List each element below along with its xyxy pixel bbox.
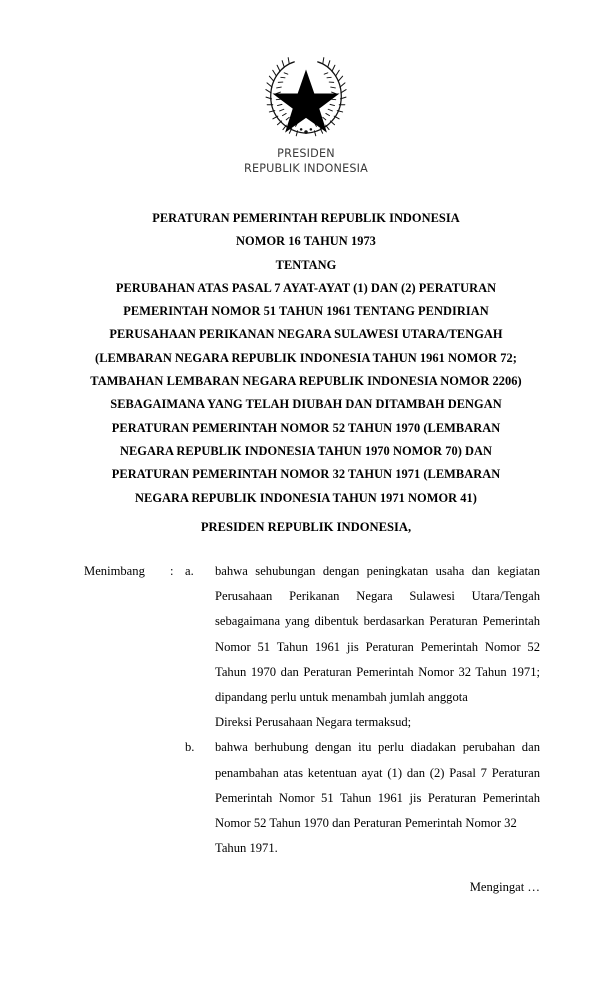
title-line-12: PERATURAN PEMERINTAH NOMOR 32 TAHUN 1971 (LEMBARAN [111,467,501,482]
document-title [80,207,532,510]
considerans-text-b-lastline: Tahun 1971. [215,841,278,856]
considerans-marker-b: b. [185,740,195,755]
considerans-text-a-lastline: Direksi Perusahaan Negara termaksud; [215,715,412,730]
considerans-label: Menimbang [84,564,145,578]
emblem-caption-line2: REPUBLIK INDONESIA [243,161,369,175]
page-catchword: Mengingat … [469,880,540,894]
considerans-item-b [84,735,540,861]
considerans-text-b-body: bahwa berhubung dengan itu perlu diadakan perubahan dan penambahan atas ketentuan ayat (1) dan (2) Pasal 7 Peraturan Pemerintah Nomor 51 Tahun 1961 jis Peraturan Pemerintah Nomor 52 Tahun 1970 dan Peraturan Pemerintah Nomor 32 [215,740,540,831]
title-line-10: PERATURAN PEMERINTAH NOMOR 52 TAHUN 1970 (LEMBARAN [111,420,501,435]
title-line-1: PERATURAN PEMERINTAH REPUBLIK INDONESIA [152,211,460,225]
considerans-marker-a: a. [185,564,194,578]
emblem-block [0,56,612,176]
title-line-9: SEBAGAIMANA YANG TELAH DIUBAH DAN DITAMBAH DENGAN [110,397,502,412]
considerans-colon: : [170,564,174,578]
title-line-5: PEMERINTAH NOMOR 51 TAHUN 1961 TENTANG PENDIRIAN [123,304,489,319]
title-line-13: NEGARA REPUBLIK INDONESIA TAHUN 1971 NOMOR 41) [135,490,477,505]
title-line-7: (LEMBARAN NEGARA REPUBLIK INDONESIA TAHUN 1961 NOMOR 72; [95,350,517,365]
considerans-text-b [215,735,540,861]
president-heading: PRESIDEN REPUBLIK INDONESIA, [200,520,412,534]
considerans-item-a [84,559,540,735]
title-line-2: NOMOR 16 TAHUN 1973 [236,234,376,249]
title-line-8: TAMBAHAN LEMBARAN NEGARA REPUBLIK INDONESIA NOMOR 2206) [90,374,522,389]
title-line-6: PERUSAHAAN PERIKANAN NEGARA SULAWESI UTARA/TENGAH [109,327,503,342]
title-line-11: NEGARA REPUBLIK INDONESIA TAHUN 1970 NOMOR 70) DAN [119,443,493,458]
title-line-3: TENTANG [275,257,337,272]
considerans-text-a [215,559,540,735]
considerans-text-a-body: bahwa sehubungan dengan peningkatan usaha dan kegiatan Perusahaan Perikanan Negara Sulawesi Utara/Tengah sebagaimana yang dibentuk berdasarkan Peraturan Pemerintah Nomor 51 Tahun 1961 jis Peraturan Pemerintah Nomor 52 Tahun 1970 dan Peraturan Pemerintah Nomor 32 Tahun 1971; dipandang perlu untuk menambah jumlah anggota [215,564,540,705]
emblem-caption-line1: PRESIDEN [277,147,335,160]
emblem-caption [0,147,612,176]
garuda-star-wreath-emblem [264,56,348,140]
considerans-section [84,559,540,861]
title-line-4: PERUBAHAN ATAS PASAL 7 AYAT-AYAT (1) DAN (2) PERATURAN [115,280,497,295]
